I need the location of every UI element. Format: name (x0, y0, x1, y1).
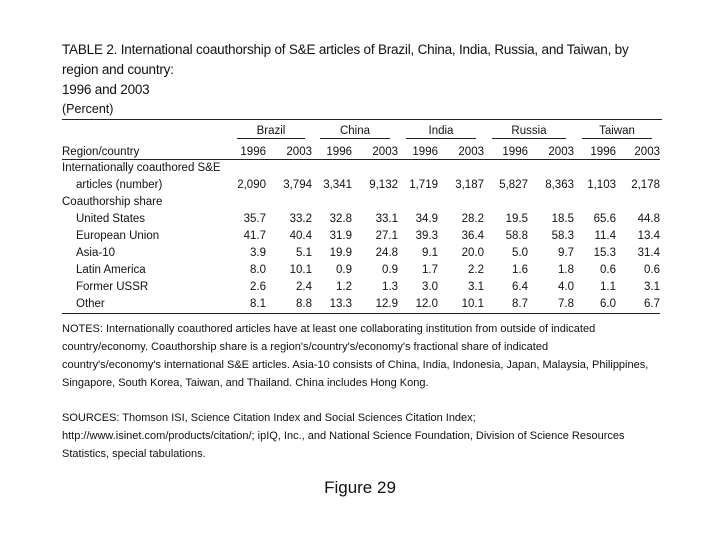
country-header-row (62, 120, 660, 139)
table-cell: 6.4 (512, 281, 528, 293)
table-cell: 58.3 (551, 230, 574, 242)
table-unit: (Percent) (62, 102, 114, 116)
table-cell: 1.7 (422, 264, 438, 276)
table-cell: 8.7 (484, 296, 528, 314)
year-header: 2003 (528, 139, 574, 160)
table-cell: 3,187 (455, 179, 484, 191)
table-row (62, 160, 660, 178)
table-row (62, 194, 660, 211)
table-cell: 3.1 (468, 281, 484, 293)
table-cell: 9.1 (422, 247, 438, 259)
table-cell: 44.8 (637, 213, 660, 225)
table-cell: 2,090 (237, 179, 266, 191)
table-cell: 1.6 (512, 264, 528, 276)
country-header: Brazil (237, 125, 304, 139)
table-cell: 1,719 (409, 179, 438, 191)
country-header: Russia (492, 125, 566, 139)
table-cell: 9.7 (558, 247, 574, 259)
table-cell: 2.6 (250, 281, 266, 293)
table-number: TABLE 2. (62, 42, 118, 57)
table-cell: 8.0 (250, 264, 266, 276)
stub-header: Region/country (62, 139, 230, 160)
table-cell: 10.1 (289, 264, 312, 276)
table-cell: 39.3 (415, 230, 438, 242)
table-cell: 0.6 (644, 264, 660, 276)
table-cell: 19.9 (329, 247, 352, 259)
row-label: Former USSR (76, 281, 149, 293)
table-cell: 4.0 (558, 281, 574, 293)
sources-line: SOURCES: Thomson ISI, Science Citation Index and Social Sciences Citation Index; (62, 412, 476, 424)
year-header: 2003 (616, 139, 660, 160)
row-label: articles (number) (76, 179, 163, 191)
table-cell: 0.6 (600, 264, 616, 276)
year-header: 1996 (484, 139, 528, 160)
table-cell: 2.2 (468, 264, 484, 276)
row-label: European Union (76, 230, 160, 242)
table-cell: 8.1 (230, 296, 266, 314)
table-cell: 11.4 (594, 230, 616, 242)
table-cell: 31.9 (329, 230, 352, 242)
notes-line: NOTES: Internationally coauthored articles have at least one collaborating institution from outside of indicated (62, 323, 596, 335)
table-row (62, 279, 660, 296)
table-cell: 8.8 (266, 296, 312, 314)
table-row (62, 228, 660, 245)
table-cell: 28.2 (461, 213, 484, 225)
table-cell: 0.9 (382, 264, 398, 276)
table-row (62, 262, 660, 279)
year-header: 2003 (266, 139, 312, 160)
notes-line: country's/economy's international S&E articles. Asia-10 consists of China, India, Indonesia, Japan, Malaysia, Philippines, (62, 359, 649, 371)
table-cell: 58.8 (505, 230, 528, 242)
table-cell: 8,363 (545, 179, 574, 191)
table-cell: 3,341 (323, 179, 352, 191)
sources-line: http://www.isinet.com/products/citation/; ipIQ, Inc., and National Science Foundation, Division of Science Resources (62, 430, 625, 442)
row-label: Asia-10 (76, 247, 115, 259)
table-cell: 3,794 (283, 179, 312, 191)
table-cell: 18.5 (551, 213, 574, 225)
notes-line: country/economy. Coauthorship share is a region's/country's/economy's fractional share of indicated (62, 341, 549, 353)
table-notes (62, 320, 662, 392)
table-cell: 33.2 (289, 213, 312, 225)
row-label: Coauthorship share (62, 196, 163, 208)
table-cell: 1.1 (600, 281, 616, 293)
table-cell: 15.3 (593, 247, 616, 259)
table-document (62, 40, 662, 463)
table-cell: 40.4 (289, 230, 312, 242)
table-cell: 7.8 (528, 296, 574, 314)
table-cell: 13.3 (312, 296, 352, 314)
table-cell: 34.9 (415, 213, 438, 225)
row-label: United States (76, 213, 146, 225)
table-cell: 36.4 (461, 230, 484, 242)
row-label: Other (62, 296, 230, 314)
table-cell: 6.0 (574, 296, 616, 314)
table-row (62, 177, 660, 194)
table-cell: 2.4 (296, 281, 312, 293)
table-cell: 1,103 (587, 179, 616, 191)
country-header: Taiwan (582, 125, 653, 139)
table-cell: 35.7 (243, 213, 266, 225)
table-sources (62, 409, 662, 463)
sources-line: Statistics, special tabulations. (62, 448, 206, 460)
country-header: India (406, 125, 477, 139)
year-header: 1996 (312, 139, 352, 160)
table-title-line2: 1996 and 2003 (62, 82, 150, 97)
table-cell: 65.6 (593, 213, 616, 225)
table-title (62, 40, 662, 80)
table-row (62, 296, 660, 314)
notes-line: Singapore, South Korea, Taiwan, and Thailand. China includes Hong Kong. (62, 377, 429, 389)
table-cell: 32.8 (329, 213, 352, 225)
year-header: 2003 (352, 139, 398, 160)
table-cell: 5.0 (512, 247, 528, 259)
year-header: 2003 (438, 139, 484, 160)
table-cell: 12.9 (352, 296, 398, 314)
table-cell: 2,178 (631, 179, 660, 191)
row-label: Internationally coauthored S&E (62, 162, 221, 174)
table-cell: 5.1 (296, 247, 312, 259)
year-header-row (62, 139, 660, 160)
table-cell: 3.9 (250, 247, 266, 259)
table-cell: 10.1 (438, 296, 484, 314)
table-cell: 27.1 (375, 230, 398, 242)
year-header: 1996 (398, 139, 438, 160)
table-cell: 1.8 (558, 264, 574, 276)
table-cell: 19.5 (505, 213, 528, 225)
figure-caption: Figure 29 (324, 478, 396, 497)
row-label: Latin America (76, 264, 146, 276)
table-cell: 12.0 (398, 296, 438, 314)
table-row (62, 245, 660, 262)
table-cell: 0.9 (336, 264, 352, 276)
table-cell: 6.7 (616, 296, 660, 314)
table-cell: 13.4 (637, 230, 660, 242)
table-cell: 41.7 (243, 230, 266, 242)
table-cell: 1.3 (382, 281, 398, 293)
table-row (62, 211, 660, 228)
table-cell: 9,132 (369, 179, 398, 191)
table-cell: 20.0 (461, 247, 484, 259)
year-header: 1996 (574, 139, 616, 160)
year-header: 1996 (230, 139, 266, 160)
table-cell: 3.1 (644, 281, 660, 293)
table-cell: 1.2 (336, 281, 352, 293)
table-cell: 3.0 (422, 281, 438, 293)
country-header: China (320, 125, 391, 139)
table-cell: 5,827 (499, 179, 528, 191)
table-cell: 31.4 (637, 247, 660, 259)
table-cell: 24.8 (375, 247, 398, 259)
table-title-text: International coauthorship of S&E articles of Brazil, China, India, Russia, and Taiwan, by region and country: (62, 42, 629, 77)
table-cell: 33.1 (375, 213, 398, 225)
data-table (62, 120, 660, 314)
